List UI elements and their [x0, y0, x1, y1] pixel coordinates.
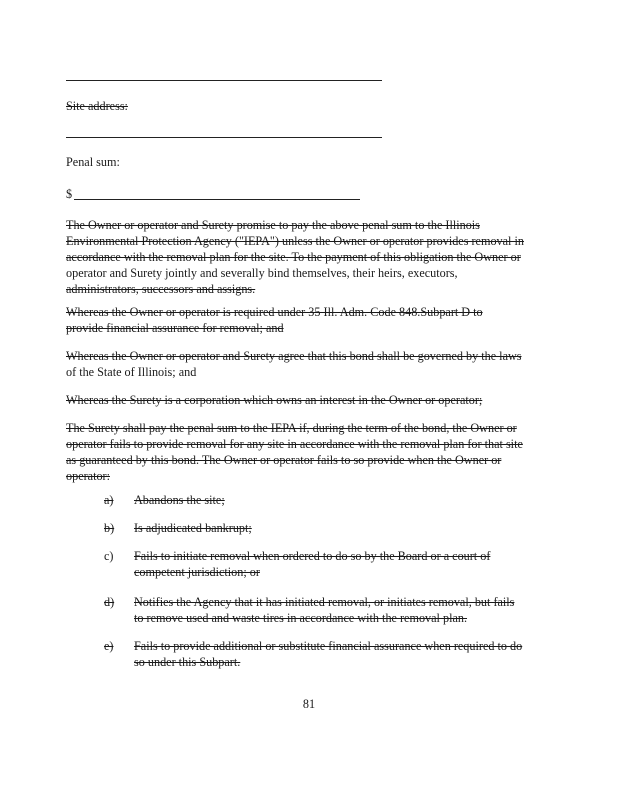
paragraph-line: Whereas the Owner or operator is required under 35 Ill. Adm. Code 848.Subpart D to	[66, 305, 483, 319]
paragraph-line: Environmental Protection Agency ("IEPA") unless the Owner or operator provides removal in	[66, 234, 524, 248]
list-item-line: Abandons the site;	[134, 493, 225, 507]
penal-sum-prefix: $	[66, 187, 73, 201]
list-item-line: competent jurisdiction; or	[134, 565, 260, 579]
list-item-line: Is adjudicated bankrupt;	[134, 521, 252, 535]
paragraph-line: operator:	[66, 469, 110, 483]
paragraph-line: The Owner or operator and Surety promise to pay the above penal sum to the Illinois	[66, 218, 480, 232]
paragraph-promise	[66, 217, 532, 297]
list-item	[134, 548, 532, 580]
blank-line-site-address	[66, 137, 382, 138]
list-item-label: c)	[104, 549, 114, 563]
list-item-line: Notifies the Agency that it has initiated removal, or initiates removal, but fails	[134, 595, 515, 609]
list-item-label: e)	[104, 639, 114, 653]
paragraph-line: Whereas the Surety is a corporation which owns an interest in the Owner or operator;	[66, 393, 483, 407]
blank-line-top	[66, 80, 382, 81]
paragraph-line: The Surety shall pay the penal sum to the IEPA if, during the term of the bond, the Owner or	[66, 421, 517, 435]
paragraph-whereas-corporation	[66, 392, 532, 408]
list-item-label: d)	[104, 595, 115, 609]
list-item-line: so under this Subpart.	[134, 655, 241, 669]
page-number: 81	[302, 697, 316, 711]
paragraph-line: provide financial assurance for removal; and	[66, 321, 284, 335]
paragraph-line: of the State of Illinois; and	[66, 365, 197, 379]
list-item-label: b)	[104, 521, 115, 535]
site-address-label: Site address:	[66, 99, 128, 113]
list-item	[134, 638, 532, 670]
paragraph-line: operator fails to provide removal for any site in accordance with the removal plan for that site	[66, 437, 523, 451]
paragraph-line: administrators, successors and assigns.	[66, 282, 256, 296]
paragraph-line: Whereas the Owner or operator and Surety agree that this bond shall be governed by the laws	[66, 349, 522, 363]
list-item-label: a)	[104, 493, 114, 507]
list-item	[134, 520, 532, 536]
list-item	[134, 492, 532, 508]
list-item	[134, 594, 532, 626]
paragraph-surety-pay	[66, 420, 532, 484]
penal-sum-label: Penal sum:	[66, 155, 120, 169]
paragraph-line: accordance with the removal plan for the site. To the payment of this obligation the Owner or	[66, 250, 521, 264]
list-item-line: Fails to initiate removal when ordered to do so by the Board or a court of	[134, 549, 491, 563]
list-item-line: to remove used and waste tires in accordance with the removal plan.	[134, 611, 468, 625]
paragraph-whereas-governed	[66, 348, 532, 380]
paragraph-line: operator and Surety jointly and severally bind themselves, their heirs, executors,	[66, 266, 458, 280]
list-item-line: Fails to provide additional or substitute financial assurance when required to do	[134, 639, 523, 653]
blank-line-penal-sum	[74, 199, 360, 200]
paragraph-whereas-required	[66, 304, 532, 336]
paragraph-line: as guaranteed by this bond. The Owner or operator fails to so provide when the Owner or	[66, 453, 502, 467]
